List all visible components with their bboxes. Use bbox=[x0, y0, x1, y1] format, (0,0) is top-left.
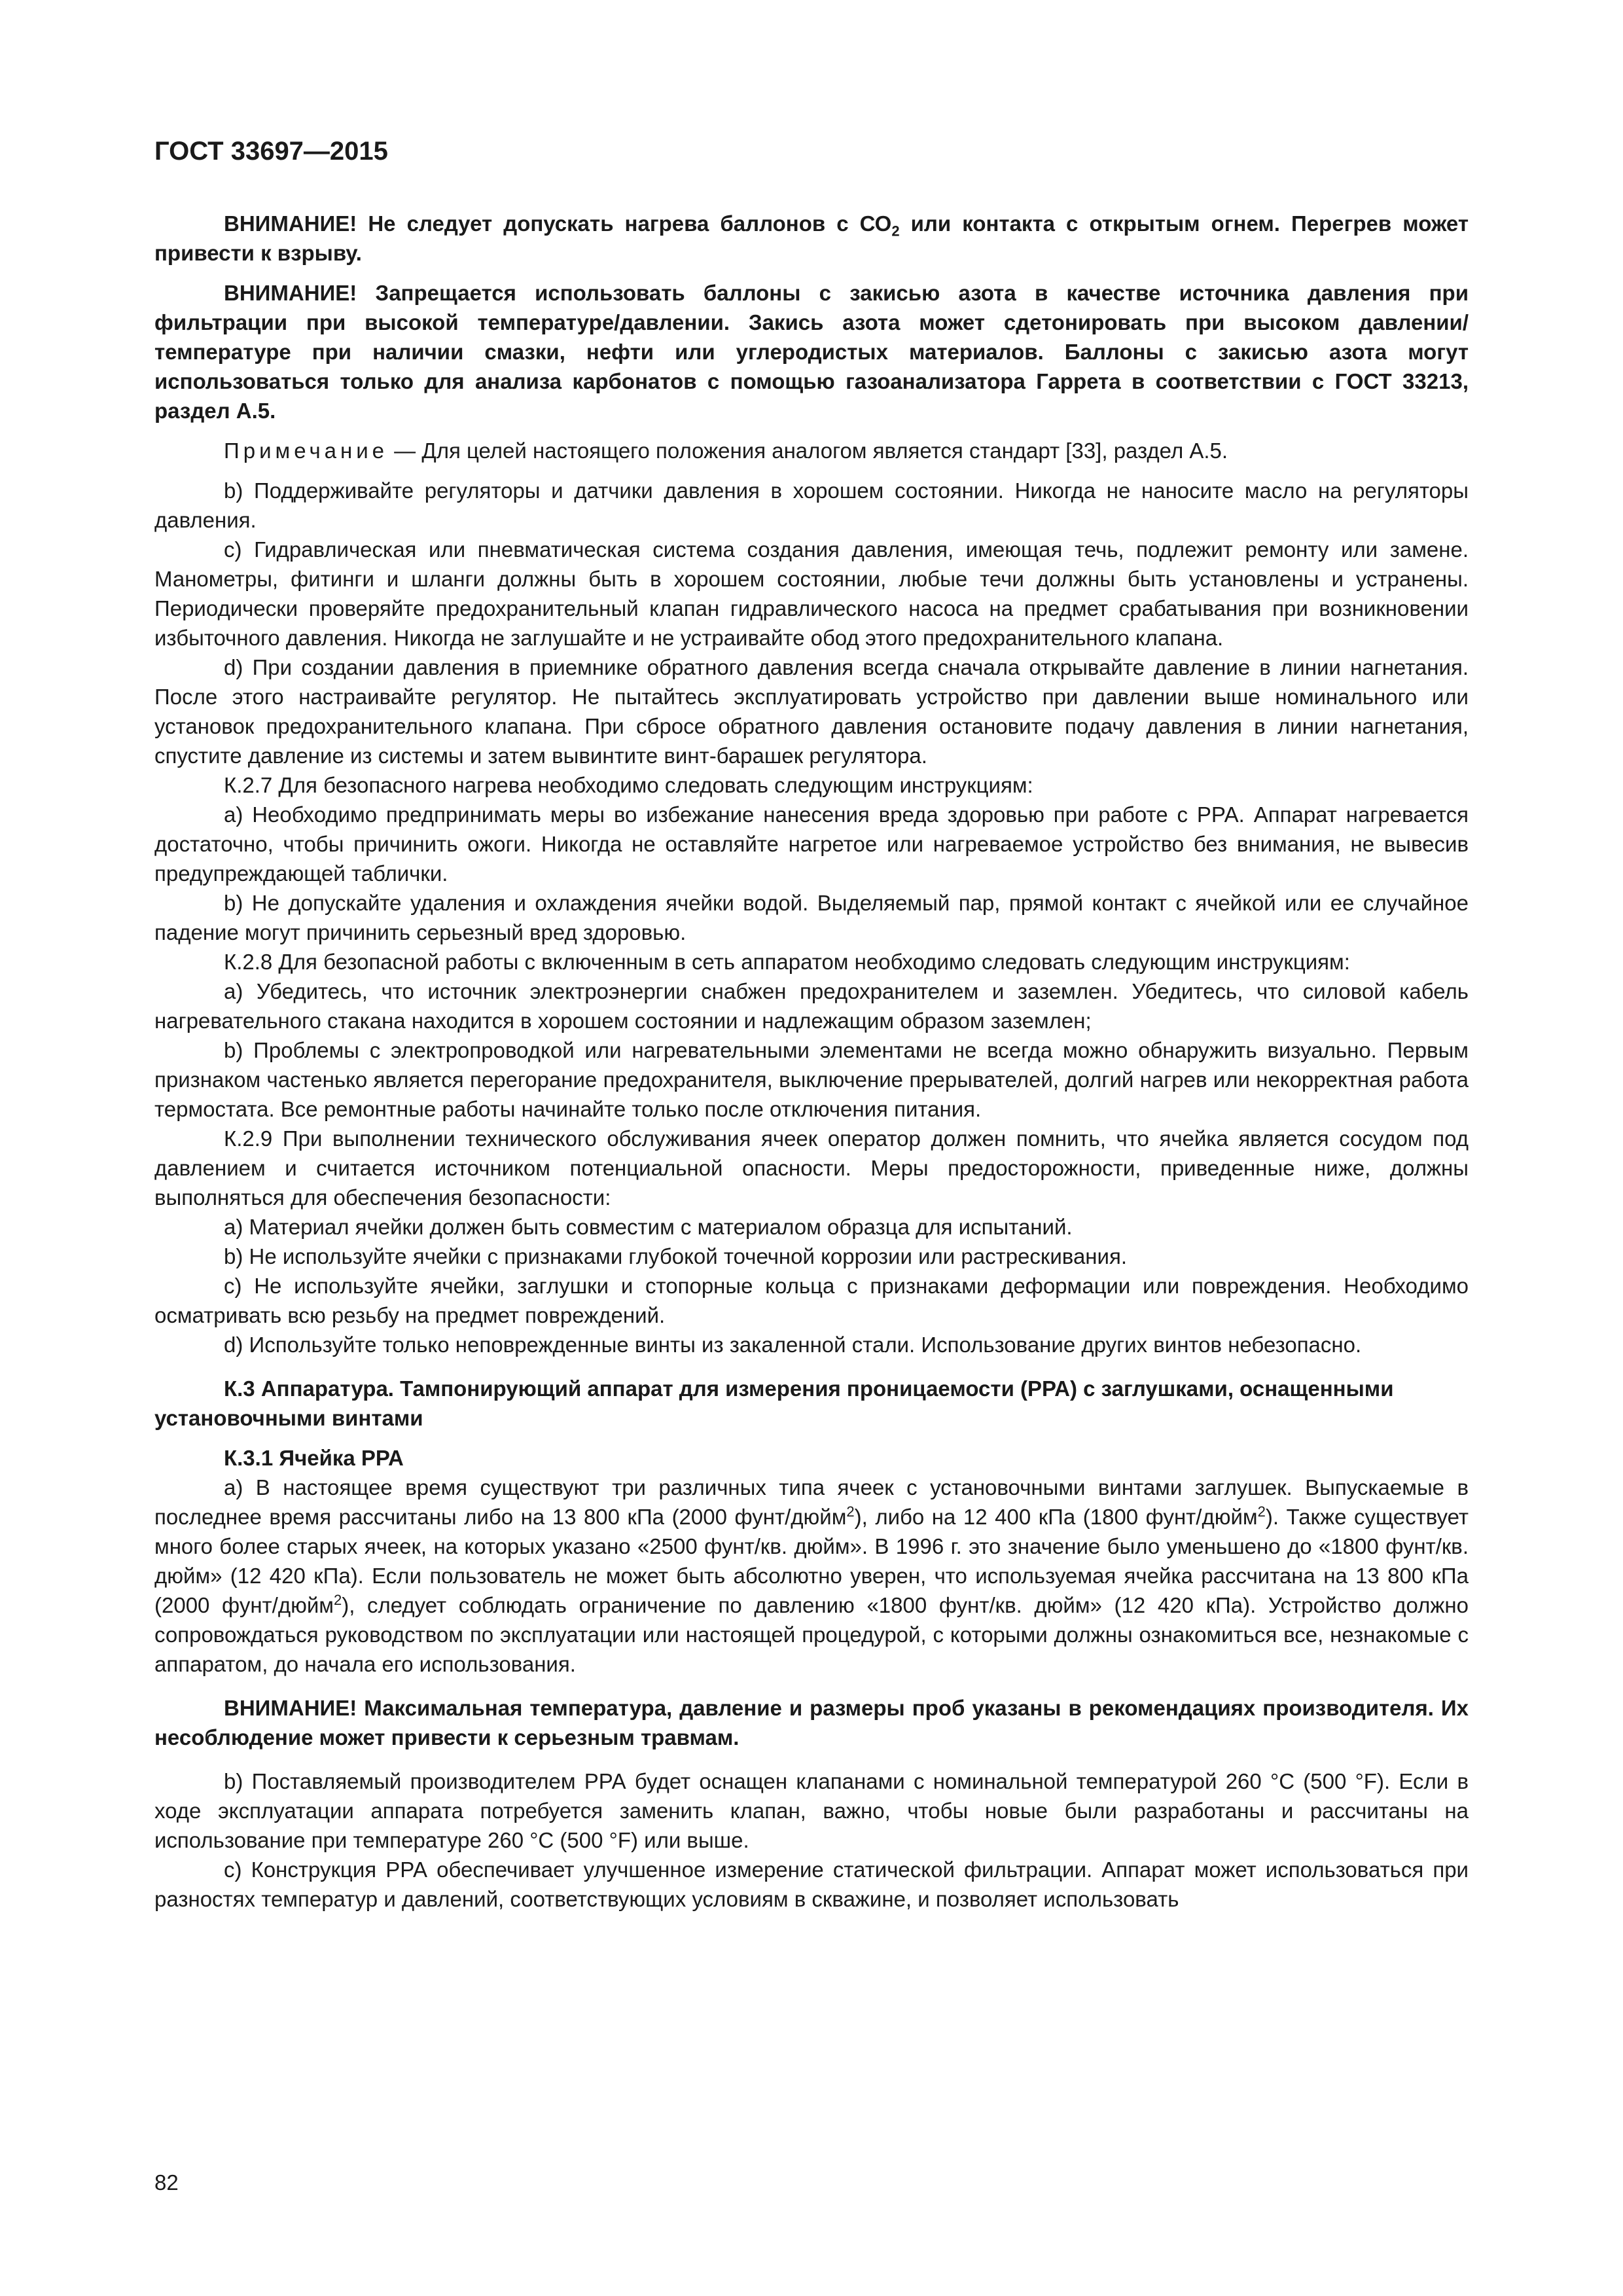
warning-nitrous-oxide: ВНИМАНИЕ! Запрещается использовать баллоны с закисью азота в качестве источника давления при фильтрации при высокой температуре/давлении. Закись азота может сдетонировать при высоком давлении/температуре при наличии смазки, нефти или углеродистых материалов. Баллоны с закисью азота могут использоваться только для анализа карбонатов с помощью газоанализатора Гаррета в соответствии с ГОСТ 33213, раздел А.5. bbox=[154, 281, 1469, 423]
para-k31-c: c) Конструкция РРА обеспечивает улучшенное измерение статической фильтрации. Аппарат может использоваться при разностях температур и давлений, соответствующих условиям в скважине, и позволяет использовать bbox=[154, 1857, 1469, 1911]
para-k29-c: c) Не используйте ячейки, заглушки и стопорные кольца с признаками деформации или повреждения. Необходимо осматривать всю резьбу на предмет повреждений. bbox=[154, 1274, 1469, 1327]
para-k28-b: b) Проблемы с электропроводкой или нагревательными элементами не всегда можно обнаружить визуально. Первым признаком частенько является перегорание предохранителя, выключение прерывателей, долгий нагрев или некорректная работа термостата. Все ремонтные работы начинайте только после отключения питания. bbox=[154, 1038, 1469, 1121]
section-heading-k3: К.3 Аппаратура. Тампонирующий аппарат для измерения проницаемости (РРА) с заглушками, оснащенными установочными винтами bbox=[154, 1376, 1394, 1430]
para-k27-b: b) Не допускайте удаления и охлаждения ячейки водой. Выделяемый пар, прямой контакт с ячейкой или ее случайное падение могут причинить серьезный вред здоровью. bbox=[154, 891, 1469, 944]
para-k28: К.2.8 Для безопасной работы с включенным в сеть аппаратом необходимо следовать следующим инструкциям: bbox=[224, 950, 1350, 974]
para-k27: К.2.7 Для безопасного нагрева необходимо следовать следующим инструкциям: bbox=[224, 773, 1033, 797]
para-k29: К.2.9 При выполнении технического обслуживания ячеек оператор должен помнить, что ячейка является сосудом под давлением и считается источником потенциальной опасности. Меры предосторожности, приведенные ниже, должны выполняться для обеспечения безопасности: bbox=[154, 1126, 1469, 1210]
para-k29-a: а) Материал ячейки должен быть совместим с материалом образца для испытаний. bbox=[224, 1215, 1073, 1239]
para-k31-a: а) В настоящее время существуют три различных типа ячеек с установочными винтами заглушек. Выпускаемые в последнее время рассчитаны либо на 13 800 кПа (2000 фунт/дюйм$^2$), либо на 12 400 кПа (1800 фунт/дюйм$^2$). Также существует много более старых ячеек, на которых указано «2500 фунт/кв. дюйм». В 1996 г. это значение было уменьшено до «1800 фунт/кв. дюйм» (12 420 кПа). Если пользователь не может быть абсолютно уверен, что используемая ячейка рассчитана на 13 800 кПа (2000 фунт/дюйм$^2$), следует соблюдать ограничение по давлению «1800 фунт/кв. дюйм» (12 420 кПа). Устройство должно сопровождаться руководством по эксплуатации или настоящей процедурой, с которыми должны ознакомиться все, незнакомые с аппаратом, до начала его использования. bbox=[154, 1475, 1469, 1676]
document-page bbox=[154, 134, 1469, 1914]
section-heading-k31: К.3.1 Ячейка РРА bbox=[224, 1446, 404, 1470]
para-k31-b: b) Поставляемый производителем РРА будет оснащен клапанами с номинальной температурой 260 °С (500 °F). Если в ходе эксплуатации аппарата потребуется заменить клапан, важно, чтобы новые были разработаны и рассчитаны на использование при температуре 260 °С (500 °F) или выше. bbox=[154, 1769, 1469, 1852]
para-k29-b: b) Не используйте ячейки с признаками глубокой точечной коррозии или растрескивания. bbox=[224, 1244, 1127, 1268]
page-number: 82 bbox=[154, 2170, 179, 2195]
para-c-hydraulic: c) Гидравлическая или пневматическая система создания давления, имеющая течь, подлежит ремонту или замене. Манометры, фитинги и шланги должны быть в хорошем состоянии, любые течи должны быть установлены и устранены. Периодически проверяйте предохранительный клапан гидравлического насоса на предмет срабатывания при возникновении избыточного давления. Никогда не заглушайте и не устраивайте обод этого предохранительного клапана. bbox=[154, 537, 1469, 650]
warning-max-temperature: ВНИМАНИЕ! Максимальная температура, давление и размеры проб указаны в рекомендациях производителя. Их несоблюдение может привести к серьезным травмам. bbox=[154, 1696, 1469, 1749]
para-d-back-pressure: d) При создании давления в приемнике обратного давления всегда сначала открывайте давление в линии нагнетания. После этого настраивайте регулятор. Не пытайтесь эксплуатировать устройство при давлении выше номинального или установок предохранительного клапана. При сбросе обратного давления остановите подачу давления в линии нагнетания, спустите давление из системы и затем вывинтите винт-барашек регулятора. bbox=[154, 655, 1469, 768]
warning-co2: ВНИМАНИЕ! Не следует допускать нагрева баллонов с $СО_2$ или контакта с открытым огнем. Перегрев может привести к взрыву. bbox=[154, 211, 1469, 265]
para-k28-a: а) Убедитесь, что источник электроэнергии снабжен предохранителем и заземлен. Убедитесь, что силовой кабель нагревательного стакана находится в хорошем состоянии и надлежащим образом заземлен; bbox=[154, 979, 1469, 1033]
document-header: ГОСТ 33697—2015 bbox=[154, 137, 388, 166]
note: Примечание — Для целей настоящего положения аналогом является стандарт [33], раздел А.5. bbox=[224, 439, 1228, 463]
para-b-regulators: b) Поддерживайте регуляторы и датчики давления в хорошем состоянии. Никогда не наносите масло на регуляторы давления. bbox=[154, 478, 1469, 532]
para-k27-a: а) Необходимо предпринимать меры во избежание нанесения вреда здоровью при работе с РРА. Аппарат нагревается достаточно, чтобы причинить ожоги. Никогда не оставляйте нагретое или нагреваемое устройство без внимания, не вывесив предупреждающей таблички. bbox=[154, 802, 1469, 886]
para-k29-d: d) Используйте только неповрежденные винты из закаленной стали. Использование других винтов небезопасно. bbox=[224, 1333, 1362, 1357]
